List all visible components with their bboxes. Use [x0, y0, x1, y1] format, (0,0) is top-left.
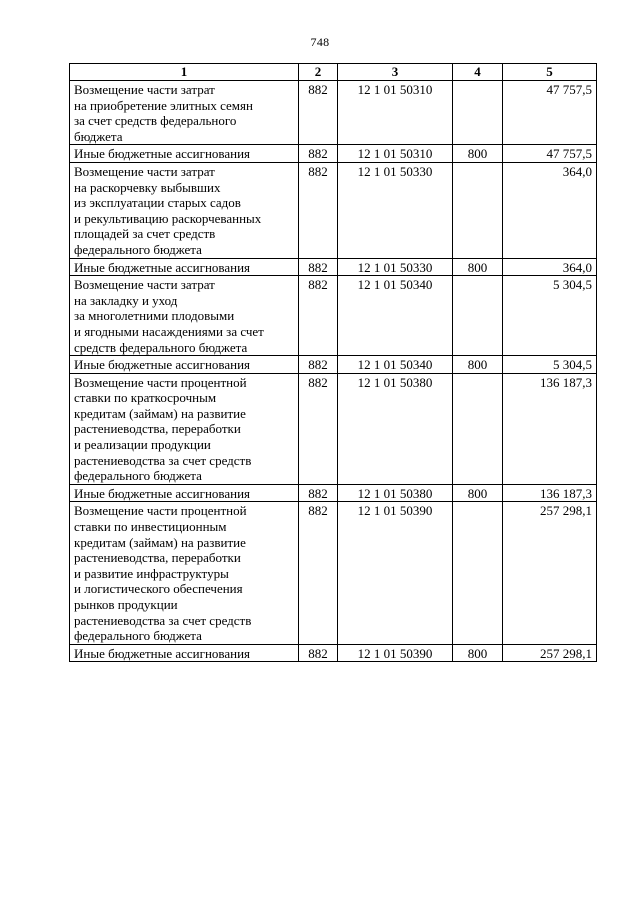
- budget-table: [69, 63, 597, 662]
- table-row: [70, 356, 597, 374]
- cell-expense-type: 800: [453, 145, 503, 163]
- table-row: [70, 644, 597, 662]
- cell-target-article: 12 1 01 50390: [338, 502, 453, 644]
- column-header-5: 5: [503, 64, 597, 81]
- cell-expense-type: [453, 502, 503, 644]
- cell-grbs-code: 882: [299, 484, 338, 502]
- cell-expense-type: [453, 162, 503, 258]
- cell-target-article: 12 1 01 50310: [338, 145, 453, 163]
- cell-target-article: 12 1 01 50330: [338, 258, 453, 276]
- cell-amount: 257 298,1: [503, 502, 597, 644]
- table-row: [70, 81, 597, 145]
- cell-amount: 257 298,1: [503, 644, 597, 662]
- cell-name: Возмещение части затрат на закладку и уход за многолетними плодовыми и ягодными насаждениями за счет средств федерального бюджета: [70, 276, 299, 356]
- table-row: [70, 502, 597, 644]
- table-row: [70, 258, 597, 276]
- cell-target-article: 12 1 01 50390: [338, 644, 453, 662]
- cell-expense-type: 800: [453, 258, 503, 276]
- cell-amount: 364,0: [503, 258, 597, 276]
- table-row: [70, 373, 597, 484]
- cell-amount: 47 757,5: [503, 145, 597, 163]
- cell-expense-type: [453, 81, 503, 145]
- cell-name: Возмещение части процентной ставки по инвестиционным кредитам (займам) на развитие растениеводства, переработки и развитие инфраструктуры и логистического обеспечения рынков продукции растениеводства за счет средств федерального бюджета: [70, 502, 299, 644]
- cell-name: Возмещение части затрат на приобретение элитных семян за счет средств федерального бюджета: [70, 81, 299, 145]
- cell-name: Иные бюджетные ассигнования: [70, 484, 299, 502]
- cell-grbs-code: 882: [299, 162, 338, 258]
- cell-amount: 136 187,3: [503, 484, 597, 502]
- cell-expense-type: [453, 373, 503, 484]
- cell-expense-type: 800: [453, 484, 503, 502]
- column-header-1: 1: [70, 64, 299, 81]
- cell-name: Иные бюджетные ассигнования: [70, 356, 299, 374]
- cell-grbs-code: 882: [299, 373, 338, 484]
- cell-expense-type: 800: [453, 644, 503, 662]
- cell-target-article: 12 1 01 50380: [338, 484, 453, 502]
- cell-amount: 5 304,5: [503, 276, 597, 356]
- cell-grbs-code: 882: [299, 258, 338, 276]
- table-row: [70, 276, 597, 356]
- cell-grbs-code: 882: [299, 644, 338, 662]
- table-row: [70, 145, 597, 163]
- cell-target-article: 12 1 01 50340: [338, 276, 453, 356]
- cell-target-article: 12 1 01 50310: [338, 81, 453, 145]
- cell-expense-type: [453, 276, 503, 356]
- page-number: 748: [310, 35, 330, 49]
- table-body: [70, 81, 597, 662]
- cell-name: Иные бюджетные ассигнования: [70, 644, 299, 662]
- table-row: [70, 162, 597, 258]
- column-header-3: 3: [338, 64, 453, 81]
- cell-grbs-code: 882: [299, 356, 338, 374]
- cell-expense-type: 800: [453, 356, 503, 374]
- column-header-4: 4: [453, 64, 503, 81]
- cell-grbs-code: 882: [299, 502, 338, 644]
- cell-name: Иные бюджетные ассигнования: [70, 258, 299, 276]
- cell-grbs-code: 882: [299, 81, 338, 145]
- cell-target-article: 12 1 01 50380: [338, 373, 453, 484]
- cell-amount: 364,0: [503, 162, 597, 258]
- cell-target-article: 12 1 01 50330: [338, 162, 453, 258]
- cell-name: Возмещение части затрат на раскорчевку выбывших из эксплуатации старых садов и рекультивацию раскорчеванных площадей за счет средств федерального бюджета: [70, 162, 299, 258]
- cell-name: Иные бюджетные ассигнования: [70, 145, 299, 163]
- cell-name: Возмещение части процентной ставки по краткосрочным кредитам (займам) на развитие растениеводства, переработки и реализации продукции растениеводства за счет средств федерального бюджета: [70, 373, 299, 484]
- table-row: [70, 484, 597, 502]
- column-header-2: 2: [299, 64, 338, 81]
- cell-amount: 5 304,5: [503, 356, 597, 374]
- table-header-row: [70, 64, 597, 81]
- cell-grbs-code: 882: [299, 276, 338, 356]
- cell-amount: 47 757,5: [503, 81, 597, 145]
- cell-amount: 136 187,3: [503, 373, 597, 484]
- cell-grbs-code: 882: [299, 145, 338, 163]
- cell-target-article: 12 1 01 50340: [338, 356, 453, 374]
